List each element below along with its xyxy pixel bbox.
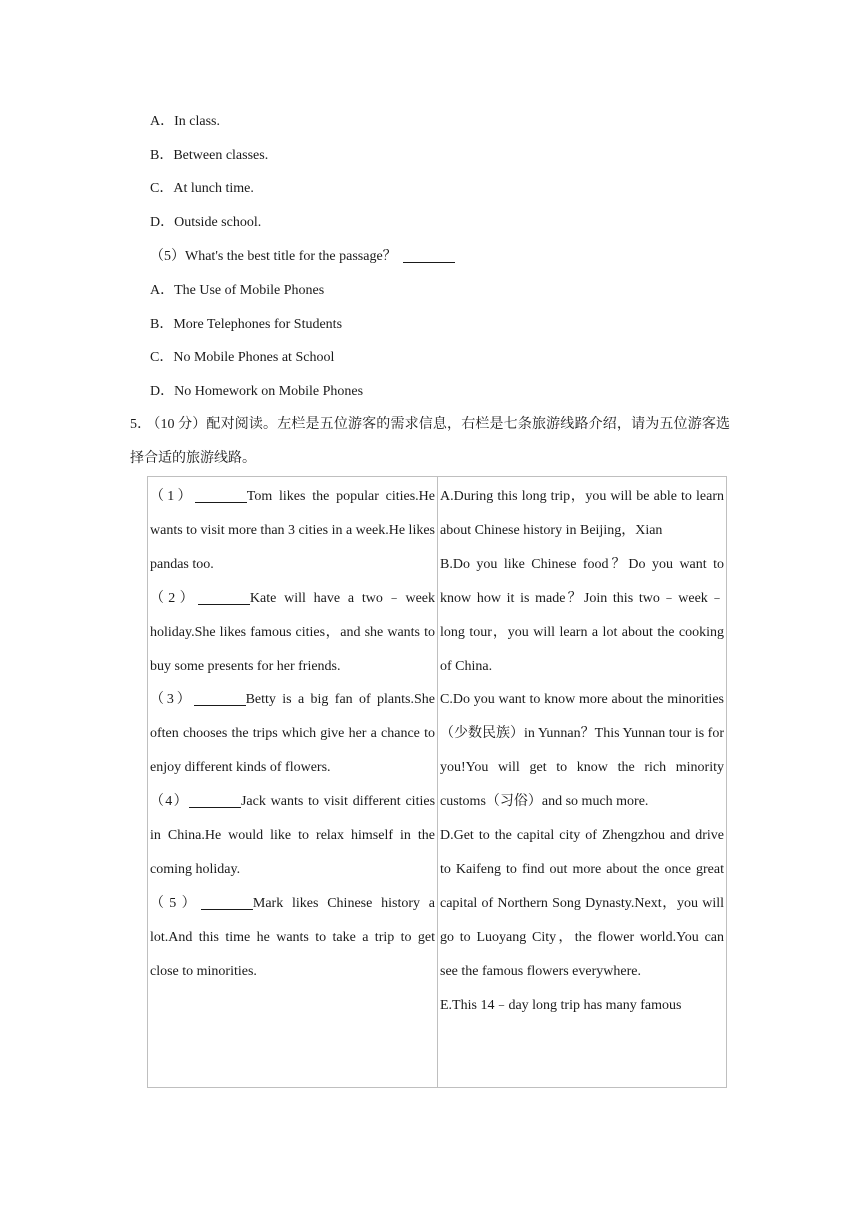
item-number: （3） (150, 692, 194, 708)
left-item-5 (150, 887, 435, 989)
item-number: （4） (150, 794, 189, 810)
item-number: （2） (150, 590, 198, 606)
right-item-a: A.During this long trip，you will be able to learn about Chinese history in Beijing，Xian (440, 489, 724, 538)
left-item-1 (150, 480, 435, 582)
left-item-3 (150, 683, 435, 785)
answer-blank-4[interactable] (189, 793, 241, 808)
left-column (148, 477, 438, 1087)
answer-blank-2[interactable] (198, 590, 250, 605)
left-item-4 (150, 785, 435, 887)
question-5 (150, 247, 455, 267)
section-instruction: （10 分）配对阅读。左栏是五位游客的需求信息，右栏是七条旅游线路介绍，请为五位游客选择合适的旅游线路。 (130, 417, 731, 466)
option-4a: A．In class. (150, 114, 220, 129)
right-item-e: E.This 14﹣day long trip has many famous (440, 997, 682, 1013)
answer-blank-5[interactable] (201, 895, 253, 910)
right-item-c: C.Do you want to know more about the minorities（少数民族）in Yunnan？This Yunnan tour is for you!You will get to know the rich minority customs（习俗）and so much more. (440, 692, 724, 810)
section-number: 5． (130, 417, 152, 432)
item-text: Kate will have a two﹣week holiday.She likes famous cities，and she wants to buy some presents for her friends. (150, 590, 436, 674)
answer-blank-1[interactable] (195, 488, 247, 503)
answer-blank-3[interactable] (194, 691, 246, 706)
option-4b: B．Between classes. (150, 148, 269, 163)
item-number: （5） (150, 895, 201, 911)
option-5d: D．No Homework on Mobile Phones (150, 384, 364, 399)
option-5a: A．The Use of Mobile Phones (150, 283, 325, 298)
section-5-heading (130, 408, 730, 476)
option-5c: C．No Mobile Phones at School (150, 350, 335, 365)
item-number: （1） (150, 489, 195, 504)
option-4c: C．At lunch time. (150, 181, 254, 196)
option-5b: B．More Telephones for Students (150, 317, 343, 332)
option-4d: D．Outside school. (150, 215, 262, 230)
question-5-text: （5）What's the best title for the passage？ (150, 249, 397, 264)
right-item-d: D.Get to the capital city of Zhengzhou and drive to Kaifeng to find out more about the once great capital of Northern Song Dynasty.Next，you will go to Luoyang City，the flower world.You can see the famous flowers everywhere. (440, 828, 724, 979)
item-text: Mark likes Chinese history a lot.And this time he wants to take a trip to get close to minorities. (150, 895, 435, 979)
item-text: Jack wants to visit different cities in China.He would like to relax himself in the coming holiday. (150, 794, 436, 877)
answer-blank-q5[interactable] (403, 248, 455, 263)
item-text: Tom likes the popular cities.He wants to visit more than 3 cities in a week.He likes pandas too. (150, 489, 435, 572)
item-text: Betty is a big fan of plants.She often chooses the trips which give her a chance to enjoy different kinds of flowers. (150, 692, 435, 776)
left-item-2 (150, 582, 435, 684)
right-item-b: B.Do you like Chinese food？Do you want to know how it is made？Join this two﹣week﹣long tour，you will learn a lot about the cooking of China. (440, 556, 724, 674)
right-column (438, 477, 726, 1087)
matching-table (147, 476, 727, 1088)
